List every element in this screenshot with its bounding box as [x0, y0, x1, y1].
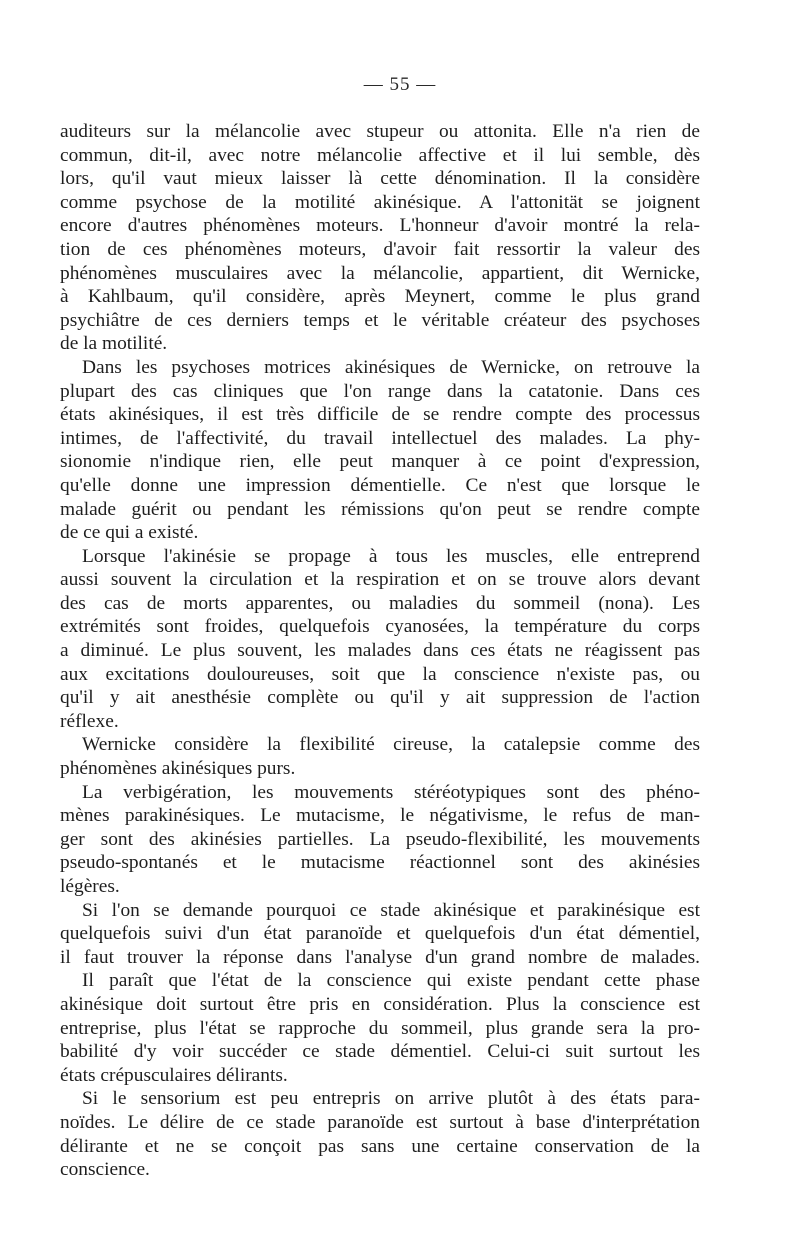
- text-line: pseudo-spontanés et le mutacisme réactionnel sont des akinésies: [60, 852, 700, 874]
- text-line: qu'elle donne une impression démentielle. Ce n'est que lorsque le: [60, 474, 700, 496]
- text-line: akinésique doit surtout être pris en considération. Plus la conscience est: [60, 993, 700, 1015]
- text-line: réflexe.: [60, 710, 119, 732]
- page-number: — 55 —: [363, 74, 437, 95]
- text-line: psychiâtre de ces derniers temps et le véritable créateur des psychoses: [60, 309, 700, 331]
- text-line: commun, dit-il, avec notre mélancolie affective et il lui semble, dès: [60, 144, 700, 166]
- text-line: Wernicke considère la flexibilité cireuse, la catalepsie comme des: [82, 734, 700, 756]
- text-line: aussi souvent la circulation et la respiration et on se trouve alors devant: [60, 569, 700, 591]
- text-line: Si l'on se demande pourquoi ce stade akinésique et parakinésique est: [82, 899, 700, 921]
- text-line: comme psychose de la motilité akinésique. A l'attonität se joignent: [60, 191, 700, 213]
- text-line: tion de ces phénomènes moteurs, d'avoir fait ressortir la valeur des: [60, 238, 700, 260]
- text-line: lors, qu'il vaut mieux laisser là cette dénomination. Il la considère: [60, 168, 700, 190]
- text-line: états crépusculaires délirants.: [60, 1064, 288, 1086]
- text-line: entreprise, plus l'état se rapproche du sommeil, plus grande sera la pro-: [60, 1017, 700, 1039]
- text-line: aux excitations douloureuses, soit que la conscience n'existe pas, ou: [60, 663, 700, 685]
- text-line: de la motilité.: [60, 333, 168, 355]
- text-line: La verbigération, les mouvements stéréotypiques sont des phéno-: [82, 781, 700, 803]
- text-line: quelquefois suivi d'un état paranoïde et quelquefois d'un état démentiel,: [60, 923, 700, 945]
- text-line: phénomènes akinésiques purs.: [60, 758, 296, 780]
- text-line: extrémités sont froides, quelquefois cyanosées, la température du corps: [60, 616, 700, 638]
- text-line: Lorsque l'akinésie se propage à tous les muscles, elle entreprend: [82, 545, 700, 567]
- text-line: Il paraît que l'état de la conscience qui existe pendant cette phase: [82, 970, 700, 992]
- text-line: Si le sensorium est peu entrepris on arrive plutôt à des états para-: [82, 1088, 700, 1110]
- text-line: qu'il y ait anesthésie complète ou qu'il y ait suppression de l'action: [60, 687, 700, 709]
- body-text: [60, 120, 700, 1182]
- text-line: Dans les psychoses motrices akinésiques de Wernicke, on retrouve la: [82, 356, 700, 378]
- text-line: noïdes. Le délire de ce stade paranoïde est surtout à base d'interprétation: [60, 1111, 700, 1133]
- text-line: conscience.: [60, 1159, 150, 1181]
- text-line: de ce qui a existé.: [60, 522, 199, 544]
- text-line: encore d'autres phénomènes moteurs. L'honneur d'avoir montré la rela-: [60, 215, 700, 237]
- text-line: à Kahlbaum, qu'il considère, après Meynert, comme le plus grand: [60, 286, 700, 308]
- text-line: légères.: [60, 876, 120, 897]
- text-line: états akinésiques, il est très difficile de se rendre compte des processus: [60, 404, 700, 426]
- text-line: a diminué. Le plus souvent, les malades dans ces états ne réagissent pas: [60, 640, 700, 662]
- text-line: phénomènes musculaires avec la mélancolie, appartient, dit Wernicke,: [60, 262, 700, 284]
- text-line: babilité d'y voir succéder ce stade démentiel. Celui-ci suit surtout les: [60, 1041, 700, 1063]
- text-line: il faut trouver la réponse dans l'analyse d'un grand nombre de malades.: [60, 946, 700, 968]
- text-line: délirante et ne se conçoit pas sans une certaine conservation de la: [60, 1135, 700, 1157]
- text-line: des cas de morts apparentes, ou maladies du sommeil (nona). Les: [60, 592, 700, 614]
- text-line: plupart des cas cliniques que l'on range dans la catatonie. Dans ces: [60, 380, 700, 402]
- text-line: mènes parakinésiques. Le mutacisme, le négativisme, le refus de man-: [60, 805, 700, 827]
- text-line: ger sont des akinésies partielles. La pseudo-flexibilité, les mouvements: [60, 828, 700, 850]
- text-line: malade guérit ou pendant les rémissions qu'on peut se rendre compte: [60, 498, 700, 520]
- text-line: intimes, de l'affectivité, du travail intellectuel des malades. La phy-: [60, 427, 700, 449]
- text-line: sionomie n'indique rien, elle peut manquer à ce point d'expression,: [60, 451, 700, 473]
- text-line: auditeurs sur la mélancolie avec stupeur ou attonita. Elle n'a rien de: [60, 121, 700, 142]
